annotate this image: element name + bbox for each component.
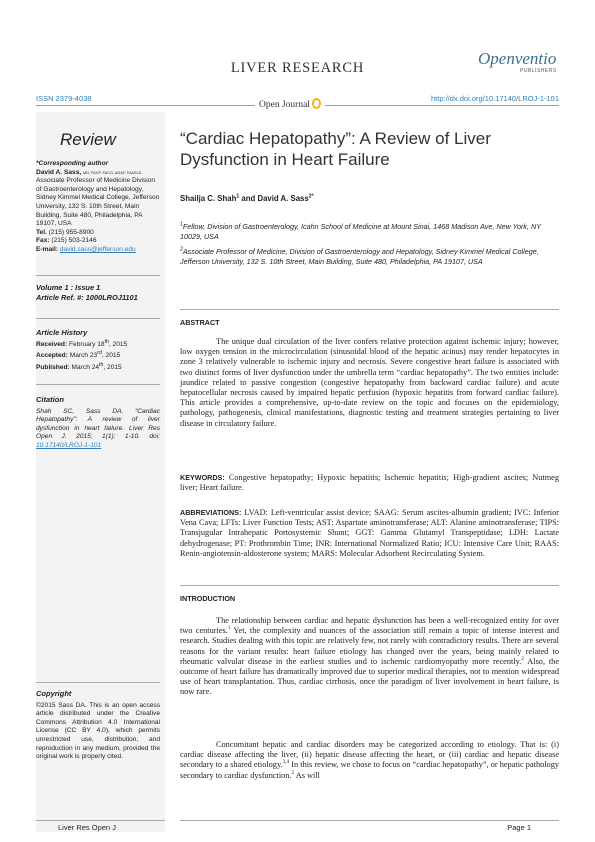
affiliation-2 (180, 247, 559, 267)
citation-doi-link[interactable]: 10.17140/LROJ-1-101 (36, 441, 102, 449)
published-year: , 2015 (103, 363, 122, 371)
published-label: Published: (36, 363, 70, 371)
author-2: David A. Sass (257, 194, 309, 203)
aff2-text: Associate Professor of Medicine, Division of Gastroenterology and Hepatology, Sidney Kimmel Medical College, Jefferson University, 132 S. 10th Street, Main Building, Suite 480, Philadelphia, PA 19107, USA (180, 247, 539, 266)
accepted-year: , 2015 (101, 352, 121, 360)
sidebar-divider (36, 275, 160, 276)
main-divider (180, 309, 559, 310)
citation-title: Citation (36, 395, 64, 404)
history-title: Article History (36, 328, 88, 337)
article-history-block (36, 329, 160, 372)
author-address: Associate Professor of Medicine Division of Gastroenterology and Hepatology, Sidney Kimmel Medical College, Jefferson University, 132 S. 10th Street, Main Building, Suite 480, Philadelphia, PA 19107, USA (36, 177, 160, 228)
copyright-title: Copyright (36, 689, 72, 698)
intro-p2-c: As will (294, 770, 320, 780)
email-label: E-mail: (36, 245, 58, 253)
sidebar-divider (36, 384, 160, 385)
abbreviations (180, 508, 559, 559)
received-label: Received: (36, 340, 68, 348)
aff1-sup: 1 (180, 221, 183, 228)
introduction-heading: INTRODUCTION (180, 594, 236, 603)
copyright-block (36, 690, 160, 762)
footer-page-number: Page 1 (180, 820, 559, 834)
publisher-sub: PUBLISHERS (520, 68, 557, 74)
intro-p1-a: The relationship between cardiac and hepatic dysfunction has been a well-recognized entity for over two centuries. (180, 616, 559, 636)
article-ref: Article Ref. #: 1000LROJ1101 (36, 293, 138, 302)
intro-p1-b: Yet, the complexity and nuances of the association still remain a topic of intense interest and research. Studies dealing with this topic are relatively few, not rarely with contradictory results. There are several reasons for the variant results: heart failure etiology has changed over the years, being mainly related to rheumatic valvular disease in the earliest studies and to ischemic cardiomyopathy more recently. (180, 626, 559, 666)
footer-journal: Liver Res Open J (36, 820, 165, 834)
author-1: Shailja C. Shah (180, 194, 237, 203)
keywords-label: KEYWORDS: (180, 473, 225, 482)
publisher-logo[interactable] (478, 50, 568, 74)
author-2-sup: 2* (308, 193, 314, 200)
journal-name: LIVER RESEARCH (230, 60, 365, 76)
fax-value: (215) 503-2146 (51, 237, 97, 245)
citation-block (36, 396, 160, 451)
sidebar-divider (36, 318, 160, 319)
corresponding-author-block (36, 160, 160, 255)
intro-p1-c: Also, the outcome of heart failure has dramatically improved due to superior medical therapies, not to mention widespread use of heart transplantation. Thus, cardiac cirrhosis, once the paradigm of liver involvement in heart failure, is now rare. (180, 656, 560, 697)
aff2-sup: 2 (180, 246, 183, 253)
fax-label: Fax: (36, 237, 50, 245)
tel-label: Tel. (36, 228, 47, 236)
intro-p2-a: Concomitant hepatic and cardiac disorders may be categorized according to etiology. That is: (i) cardiac disease affecting the liver, (ii) hepatic disease affecting the heart, or (iii) cardiac and hepatic disease secondary to a shared etiology. (180, 740, 559, 770)
article-title: “Cardiac Hepatopathy”: A Review of Liver Dysfunction in Heart Failure (180, 129, 491, 169)
keywords (180, 473, 559, 493)
accepted-label: Accepted: (36, 352, 68, 360)
abbreviations-text: LVAD: Left-ventricular assist device; SAAG: Serum ascites-albumin gradient; IVC: Inferior Vena Cava; LFTs: Liver Function Tests; AST: Aspartate aminotransferase; ALT: Alanine aminotransferase; TIPS: Transjugular Intrahepatic Portosystemic Shunt; GGT: Gamma Glutamyl Transpeptidase; LDH: Lactate dehydrogenase; PT: Prothrombin Time; INR: International Normalized Ratio; ICU: Intensive Care Unit; RAAS: Renin-angiotensin-aldosterone system; MARS: Molecular Adsorbent Recirculating System. (180, 508, 559, 558)
aff1-text: Fellow, Division of Gastroenterology, Icahn School of Medicine at Mount Sinai, 1468 Madison Ave, New York, NY 10029, USA (180, 222, 541, 241)
open-journal-badge (255, 99, 325, 110)
author-degrees: MD, FACP, FACG, AGAF, FAASLD (83, 170, 142, 175)
intro-p1-ref1: 1 (227, 625, 231, 632)
doi-link[interactable]: http://dx.doi.org/10.17140/LROJ-1-101 (431, 94, 559, 103)
email-link[interactable]: david.sass@jefferson.edu (59, 245, 136, 253)
tel-value: (215) 955-8900 (48, 228, 94, 236)
accepted-date: March 23 (69, 352, 98, 360)
authors-and: and (241, 194, 256, 203)
received-date: February 18 (69, 340, 105, 348)
intro-p2-ref2: 2 (291, 769, 295, 776)
keywords-text: Congestive hepatopathy; Hypoxic hepatitis; Ischemic hepatitis; High-gradient ascites; Nutmeg liver; Heart failure. (180, 473, 560, 493)
published-sup: th (99, 361, 104, 368)
authors-line (180, 194, 559, 203)
author-name: David A. Sass, (36, 168, 82, 176)
intro-p2-b: In this review, we chose to focus on “cardiac hepatopathy”, or hepatic pathology secondary to cardiac dysfunction. (180, 760, 559, 780)
accepted-sup: rd (97, 350, 102, 356)
abstract-heading: ABSTRACT (180, 318, 220, 327)
issn: ISSN 2379-4038 (36, 94, 92, 103)
article-type: Review (60, 130, 116, 149)
citation-text: Shah SC, Sass DA. “Cardiac Hepatopathy”: A review of liver dysfunction in heart failure. Liver Res Open J. 2015; 1(1): 1-10. doi: (36, 407, 160, 441)
intro-p1-ref2: 2 (521, 656, 524, 663)
sidebar-divider (36, 682, 160, 683)
received-sup: th (104, 338, 109, 345)
open-journal-label: Open Journal (259, 99, 310, 110)
publisher-name: Openventio (478, 49, 557, 68)
copyright-text: ©2015 Sass DA. This is an open access article distributed under the Creative Commons Attribution 4.0 International License (CC BY 4.0), which permits unrestricted use, distribution, and reproduction in any medium, provided the original work is properly cited. (36, 701, 160, 761)
main-divider (180, 585, 559, 586)
author-1-sup: 1 (236, 193, 240, 200)
published-date: March 24 (71, 363, 100, 371)
received-year: , 2015 (108, 340, 128, 348)
volume: Volume 1 : Issue 1 (36, 283, 101, 292)
intro-paragraph-1 (180, 616, 559, 698)
open-access-icon (312, 98, 321, 109)
affiliation-1 (180, 222, 559, 242)
corresponding-label: *Corresponding author (36, 160, 109, 167)
volume-block (36, 283, 160, 303)
intro-paragraph-2 (180, 740, 559, 781)
abbreviations-label: ABBREVIATIONS: (180, 508, 242, 517)
intro-p2-ref1: 3,4 (282, 759, 290, 766)
abstract-text: The unique dual circulation of the liver confers relative protection against ischemic injury; however, low oxygen tension in the microcirculation (sinusoidal blood of the hepatic acinus) may render hepatocytes in zone 3 relatively vulnerable to ischemic injury and necrosis. Severe congestive heart failure is associated with two distinct forms of liver dysfunction under the umbrella term “cardiac hepatopathy”. The two entities include: jaundice related to passive congestion (congestive hepatopathy from backward cardiac failure) and acute hepatocellular necrosis caused by impaired hepatic perfusion (hypoxic hepatitis from forward cardiac failure). This article provides a comprehensive, up-to-date review on the topic and focuses on the epidemiology, pathology, pathogenesis, clinical manifestations, diagnostic testing and treatment strategies pertaining to liver disease in circulatory failure. (180, 337, 559, 428)
